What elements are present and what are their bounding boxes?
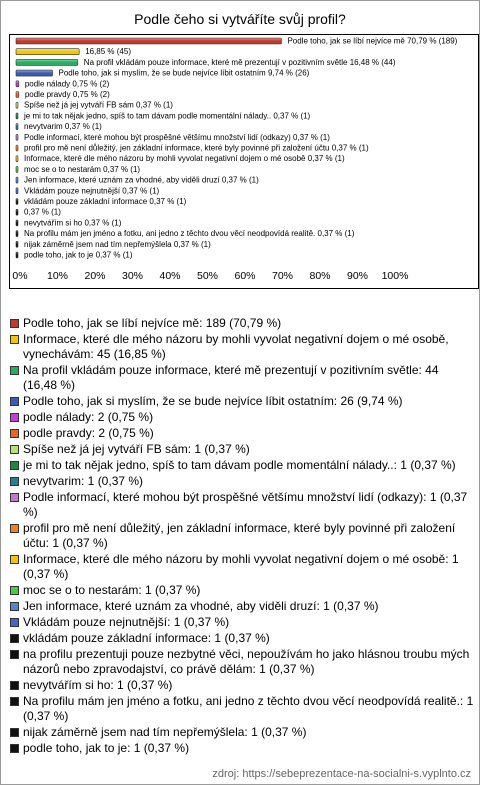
legend-label: je mi to tak nějak jedno, spíš to tam dávam podle momentální nálady..: 1 (0,37 %)	[23, 458, 456, 472]
bar	[16, 124, 18, 130]
bar-label: Jen informace, které uznám za vhodné, aby viděli druzí 0,37 % (1)	[24, 175, 259, 185]
legend-item	[10, 694, 475, 724]
x-tick-label: 50%	[196, 270, 219, 282]
bar-label: Informace, které dle mého názoru by mohli vyvolat negativní dojem o mé osobě 0,37 % (1)	[24, 154, 345, 164]
bar-label: podle pravdy 0,75 % (2)	[24, 90, 110, 99]
legend-label: Podle toho, jak se líbí nejvíce mě: 189 (70,79 %)	[23, 316, 282, 330]
legend-swatch	[10, 493, 19, 502]
bar	[16, 199, 18, 205]
bar-label: moc se o to nestarám 0,37 % (1)	[24, 164, 141, 174]
bar	[16, 102, 18, 108]
legend-label: Podle informací, které mohou být prospěšné většímu množství lidí (odkazy): 1 (0,37 %)	[23, 490, 468, 519]
legend-item	[10, 410, 475, 425]
bar	[16, 70, 53, 76]
legend-item	[10, 426, 475, 441]
bar	[16, 220, 18, 226]
legend-item	[10, 332, 475, 362]
legend-label: profil pro mě není důležitý, jen základní informace, které byly povinné při založení účtu: 1 (0,37 %)	[23, 521, 456, 550]
legend-item	[10, 521, 475, 551]
legend-label: na profilu prezentuji pouze nezbytné věci, nepoužívám ho jako hlásnou troubu mých názorů nebo zpravodajství, co právě dělám: 1 (0,37 %)	[23, 647, 470, 676]
legend-swatch	[10, 681, 19, 690]
legend-swatch	[10, 319, 19, 328]
bar-label: podle nálady 0,75 % (2)	[24, 79, 110, 89]
legend-item	[10, 442, 475, 457]
x-tick-label: 70%	[271, 270, 294, 282]
x-tick-label: 30%	[121, 270, 144, 282]
legend-label: Spíše než já jej vytváří FB sám: 1 (0,37 %)	[23, 442, 250, 456]
legend-swatch	[10, 429, 19, 438]
bar-label: Vkládám pouze nejnutnější 0,37 % (1)	[24, 186, 160, 196]
legend-item	[10, 615, 475, 630]
bar-label: podle toho, jak to je 0,37 % (1)	[24, 250, 133, 260]
legend-label: nevytvářím si ho: 1 (0,37 %)	[23, 678, 173, 692]
bar	[16, 188, 18, 194]
legend-swatch	[10, 397, 19, 406]
bar	[16, 145, 18, 151]
x-tick-label: 90%	[346, 270, 369, 282]
legend-swatch	[10, 366, 19, 375]
bar	[16, 231, 18, 237]
legend-item	[10, 725, 475, 740]
bar-label: Spíše než já jej vytváří FB sám 0,37 % (1)	[24, 100, 173, 110]
legend-item	[10, 458, 475, 473]
legend-swatch	[10, 445, 19, 454]
legend-swatch	[10, 555, 19, 564]
bar	[16, 38, 281, 44]
bar-label: Na profil vkládám pouze informace, které mě prezentují v pozitivním světle 16,48 % (44)	[83, 57, 396, 67]
legend-label: Podle toho, jak si myslím, že se bude nejvíce líbit ostatním: 26 (9,74 %)	[23, 394, 403, 408]
legend-item	[10, 490, 475, 520]
bar-label: nevytvářím si ho 0,37 % (1)	[24, 218, 122, 228]
bar	[16, 81, 19, 87]
legend-item	[10, 678, 475, 693]
legend-item	[10, 583, 475, 598]
legend-item	[10, 474, 475, 489]
bar-label: 0,37 % (1)	[24, 207, 61, 217]
bar-label: nijak záměrně jsem nad tím nepřemýšlela 0,37 % (1)	[24, 239, 211, 249]
legend-label: podle pravdy: 2 (0,75 %)	[23, 426, 154, 440]
bar-chart	[1, 31, 479, 293]
legend-label: vkládám pouze základní informace: 1 (0,37 %)	[23, 631, 270, 645]
legend-swatch	[10, 602, 19, 611]
bar-label: vkládám pouze základní informace 0,37 % (1)	[24, 197, 187, 206]
legend-swatch	[10, 618, 19, 627]
x-tick-label: 100%	[381, 270, 409, 282]
bar	[16, 252, 18, 258]
legend-label: nevytvarim: 1 (0,37 %)	[23, 474, 144, 488]
legend-label: nijak záměrně jsem nad tím nepřemýšlela: 1 (0,37 %)	[23, 725, 307, 739]
legend-label: podle nálady: 2 (0,75 %)	[23, 410, 154, 424]
bar-label: Na profilu mám jen jméno a fotku, ani jedno z těchto dvou věcí neodpovídá realitě. 0,37 % (1)	[24, 229, 355, 239]
bar-label: Podle toho, jak si myslím, že se bude nejvíce líbit ostatním 9,74 % (26)	[58, 68, 310, 78]
legend-swatch	[10, 335, 19, 344]
legend-item	[10, 631, 475, 646]
chart-title: Podle čeho si vytváříte svůj profil?	[134, 11, 346, 27]
legend-swatch	[10, 586, 19, 595]
legend-label: Na profilu mám jen jméno a fotku, ani jedno z těchto dvou věcí neodpovídá realitě.: 1 (0,37 %)	[23, 694, 474, 723]
legend-swatch	[10, 461, 19, 470]
legend-item	[10, 363, 475, 393]
legend-swatch	[10, 728, 19, 737]
bar	[16, 92, 19, 98]
bar-label: je mi to tak nějak jedno, spíš to tam dávam podle momentální nálady.. 0,37 % (1)	[24, 111, 311, 121]
bar-label: nevytvarim 0,37 % (1)	[24, 122, 102, 132]
legend-item	[10, 741, 475, 756]
x-tick-label: 0%	[12, 270, 28, 282]
legend-swatch	[10, 634, 19, 643]
legend-item	[10, 316, 475, 331]
legend-label: moc se o to nestarám: 1 (0,37 %)	[23, 583, 201, 597]
legend-item	[10, 647, 475, 677]
x-tick-label: 80%	[309, 270, 331, 282]
legend-swatch	[10, 477, 19, 486]
bar	[16, 134, 18, 140]
bar	[16, 156, 18, 162]
legend-label: podle toho, jak to je: 1 (0,37 %)	[23, 741, 190, 755]
legend-label: Informace, které dle mého názoru by mohli vyvolat negativní dojem o mé osobě, vynechávám: 45 (16,85 %)	[23, 332, 449, 361]
x-tick-label: 20%	[84, 270, 106, 282]
bar	[16, 166, 18, 172]
legend-label: Informace, které dle mého názoru by mohli vyvolat negativní dojem o mé osobě: 1 (0,37 %)	[23, 552, 459, 581]
legend-label: Vkládám pouze nejnutnější: 1 (0,37 %)	[23, 615, 230, 629]
legend-label: Na profil vkládám pouze informace, které mě prezentují v pozitivním světle: 44 (16,48 %)	[23, 363, 439, 392]
legend-swatch	[10, 650, 19, 659]
x-tick-label: 10%	[46, 270, 69, 282]
legend-item	[10, 599, 475, 614]
legend-label: Jen informace, které uznám za vhodné, aby viděli druzí: 1 (0,37 %)	[23, 599, 379, 613]
legend-item	[10, 552, 475, 582]
legend-item	[10, 394, 475, 409]
bar	[16, 49, 79, 55]
bar	[16, 59, 78, 65]
bar	[16, 209, 18, 215]
source-note: zdroj: https://sebeprezentace-na-socialni-s.vyplnto.cz	[212, 768, 471, 780]
x-tick-label: 40%	[159, 270, 181, 282]
bar	[16, 113, 18, 119]
bar-label: profil pro mě není důležitý, jen základní informace, které byly povinné při založení účtu 0,37 % (1)	[24, 143, 369, 153]
legend-swatch	[10, 524, 19, 533]
bar	[16, 177, 18, 183]
bar-label: Podle informací, které mohou být prospěšné většímu množství lidí (odkazy) 0,37 % (1)	[24, 132, 330, 142]
legend	[10, 316, 475, 757]
bar	[16, 241, 18, 247]
legend-swatch	[10, 413, 19, 422]
x-tick-label: 60%	[234, 270, 256, 282]
legend-swatch	[10, 744, 19, 753]
bar-label: 16,85 % (45)	[85, 47, 131, 57]
bar-label: Podle toho, jak se líbí nejvíce mě 70,79 % (189)	[287, 36, 458, 46]
legend-swatch	[10, 697, 19, 706]
